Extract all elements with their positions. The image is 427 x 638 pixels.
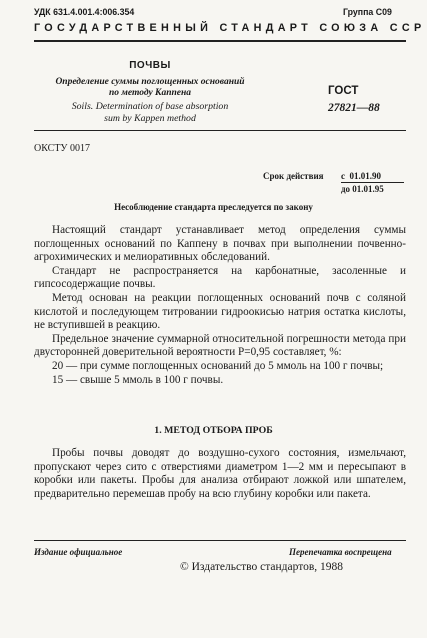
title-en-line-2: sum by Kappen method <box>104 112 196 124</box>
paragraph-sampling: Пробы почвы доводят до воздушно-сухого состояния, измельчают, пропускают через сито с отверстиями диаметром 1—2 мм и пересыпают в коробки или пакеты. Пробы для анализа отбирают ложкой или шпателем, предварительно перемешав пробу на всю глубину коробки или пакета. <box>34 447 406 500</box>
title-en-line-1: Soils. Determination of base absorption <box>71 101 229 112</box>
paragraph-error-limit: Предельное значение суммарной относительной погрешности метода при двусторонней доверительной вероятности P=0,95 составляет, %: <box>34 332 406 359</box>
paragraph-exclusions: Стандарт не распространяется на карбонатные, засоленные и гипсосодержащие почвы. <box>34 264 406 291</box>
group-code: Группа С09 <box>343 7 392 17</box>
section-text <box>34 447 406 501</box>
title-rule <box>34 130 406 131</box>
subject-heading: ПОЧВЫ <box>129 60 171 71</box>
validity-from: с 01.01.90 <box>341 171 381 181</box>
footer-rule <box>34 540 406 541</box>
paragraph-scope: Настоящий стандарт устанавливает метод определения суммы поглощенных оснований по Каппену в почвах при выполнении почвенно-агрохимических и мелиоративных обследований. <box>34 224 406 264</box>
title-ru-line-1: Определение суммы поглощенных оснований <box>55 77 245 87</box>
paragraph-error-20: 20 — при сумме поглощенных оснований до 5 ммоль на 100 г почвы; <box>52 359 384 372</box>
paragraph-error-15: 15 — свыше 5 ммоль в 100 г почвы. <box>52 373 224 386</box>
section-heading: 1. МЕТОД ОТБОРА ПРОБ <box>154 425 273 436</box>
gost-label: ГОСТ <box>328 85 359 97</box>
paragraph-method-basis: Метод основан на реакции поглощенных оснований почв с соляной кислотой и последующем титровании гидроокисью натрия остатка кислоты, не вступившей в реакцию. <box>34 291 406 332</box>
gost-number: 27821—88 <box>328 102 380 114</box>
title-ru-line-2: по методу Каппена <box>108 88 192 98</box>
validity-to: до 01.01.95 <box>341 184 384 194</box>
validity-label: Срок действия <box>263 171 324 181</box>
title-english <box>0 101 300 124</box>
validity-rule <box>341 182 404 183</box>
okstu-code: ОКСТУ 0017 <box>34 143 91 154</box>
header-rule <box>34 40 406 42</box>
title-russian <box>0 77 300 99</box>
reprint-notice: Перепечатка воспрещена <box>289 547 392 557</box>
copyright: © Издательство стандартов, 1988 <box>180 561 344 573</box>
standard-title: ГОСУДАРСТВЕННЫЙ СТАНДАРТ СОЮЗА ССР <box>34 22 426 34</box>
legal-notice: Несоблюдение стандарта преследуется по закону <box>114 202 313 212</box>
official-edition: Издание официальное <box>34 547 123 557</box>
udk-code: УДК 631.4.001.4:006.354 <box>34 7 135 17</box>
body-text <box>34 224 406 387</box>
